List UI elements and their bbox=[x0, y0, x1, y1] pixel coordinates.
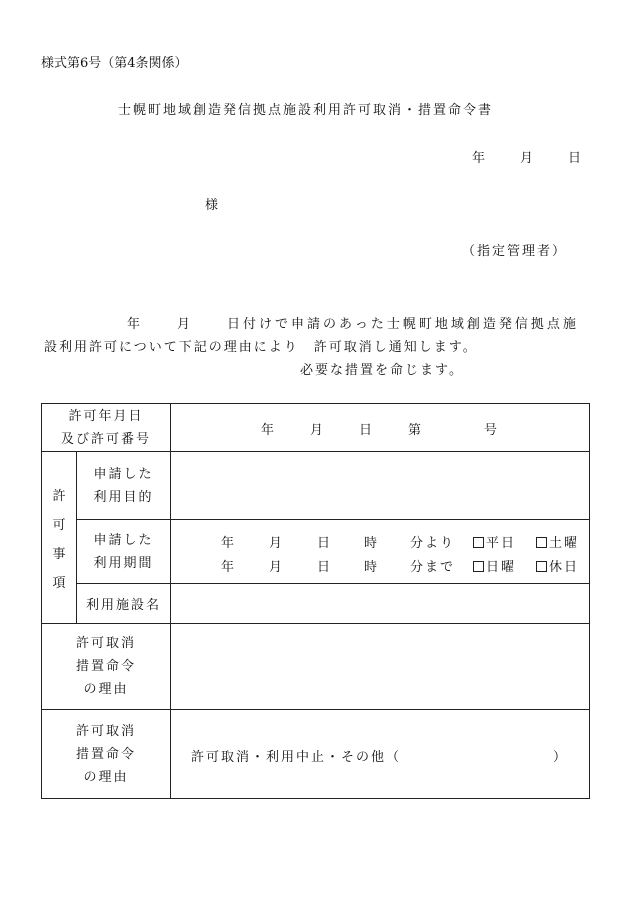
body-line3: 必要な措置を命じます。 bbox=[300, 363, 464, 378]
reason1-row bbox=[42, 624, 590, 710]
permit-no: 第 bbox=[408, 422, 422, 438]
permit-items-char-2: 可 bbox=[52, 517, 66, 533]
reason2-label bbox=[42, 710, 171, 799]
period-label-1: 申請した bbox=[93, 532, 154, 548]
permit-day: 日 bbox=[359, 422, 373, 438]
body-line2: 設利用許可について下記の理由により 許可取消し通知します。 bbox=[44, 340, 478, 355]
body-year: 年 bbox=[127, 317, 141, 332]
body-line1-rest: 日付けで申請のあった士幌町地域創造発信拠点施 bbox=[227, 317, 579, 332]
sunday-label: 日曜 bbox=[486, 560, 517, 575]
sunday-checkbox[interactable] bbox=[473, 561, 484, 572]
saturday-label: 土曜 bbox=[549, 536, 580, 551]
date-month: 月 bbox=[520, 151, 534, 166]
period-value[interactable] bbox=[171, 520, 590, 584]
period-to-opt1[interactable] bbox=[473, 556, 516, 575]
period-to-hour: 時 bbox=[364, 560, 378, 575]
period-from-day: 日 bbox=[317, 536, 331, 551]
issuer-label: （指定管理者） bbox=[462, 244, 568, 259]
period-to-month: 月 bbox=[269, 560, 283, 575]
permit-date-label-2: 及び許可番号 bbox=[61, 431, 152, 447]
reason2-label-3: の理由 bbox=[83, 769, 129, 785]
period-row bbox=[42, 520, 590, 584]
weekday-label: 平日 bbox=[486, 536, 517, 551]
period-to-opt2[interactable] bbox=[536, 556, 579, 575]
saturday-checkbox[interactable] bbox=[536, 537, 547, 548]
permit-date-label bbox=[42, 404, 171, 452]
purpose-label bbox=[77, 452, 171, 520]
measures-value[interactable] bbox=[171, 710, 590, 799]
purpose-value[interactable] bbox=[171, 452, 590, 520]
permit-items-char-1: 許 bbox=[52, 488, 66, 504]
holiday-label: 休日 bbox=[549, 560, 580, 575]
measures-close: ） bbox=[553, 750, 567, 765]
facility-label: 利用施設名 bbox=[77, 584, 171, 624]
period-from-month: 月 bbox=[269, 536, 283, 551]
period-to-day: 日 bbox=[317, 560, 331, 575]
period-label bbox=[77, 520, 171, 584]
period-from-opt1[interactable] bbox=[473, 532, 516, 551]
purpose-row bbox=[42, 452, 590, 520]
period-from-opt2[interactable] bbox=[536, 532, 579, 551]
weekday-checkbox[interactable] bbox=[473, 537, 484, 548]
holiday-checkbox[interactable] bbox=[536, 561, 547, 572]
permit-items-char-3: 事 bbox=[52, 546, 66, 562]
reason1-value[interactable] bbox=[171, 624, 590, 710]
period-label-2: 利用期間 bbox=[93, 555, 154, 571]
date-year: 年 bbox=[472, 151, 486, 166]
addressee-suffix: 様 bbox=[205, 198, 219, 213]
facility-value[interactable] bbox=[171, 584, 590, 624]
reason1-label-3: の理由 bbox=[83, 682, 129, 697]
permit-items-label bbox=[42, 452, 77, 624]
permit-items-char-4: 項 bbox=[52, 575, 66, 591]
reason2-label-2: 措置命令 bbox=[76, 746, 137, 762]
reason2-label-1: 許可取消 bbox=[76, 723, 137, 739]
measures-text: 許可取消・利用中止・その他（ bbox=[191, 750, 402, 765]
form-number: 様式第6号（第4条関係） bbox=[41, 56, 188, 71]
permit-date-label-1: 許可年月日 bbox=[68, 408, 144, 424]
reason2-row bbox=[42, 710, 590, 799]
permit-number-line bbox=[171, 417, 589, 439]
purpose-label-1: 申請した bbox=[93, 466, 154, 482]
body-month: 月 bbox=[177, 317, 191, 332]
permit-go: 号 bbox=[484, 422, 498, 438]
period-from-hour: 時 bbox=[364, 536, 378, 551]
purpose-label-2: 利用目的 bbox=[93, 489, 154, 505]
date-day: 日 bbox=[568, 151, 582, 166]
permit-month: 月 bbox=[310, 422, 324, 438]
period-from-year: 年 bbox=[221, 536, 235, 551]
permit-date-value[interactable] bbox=[171, 404, 590, 452]
permit-table bbox=[41, 403, 590, 799]
reason1-label-2: 措置命令 bbox=[76, 659, 137, 674]
permit-year: 年 bbox=[261, 422, 275, 438]
facility-row bbox=[42, 584, 590, 624]
reason1-label-1: 許可取消 bbox=[76, 636, 137, 651]
reason1-label bbox=[42, 624, 171, 710]
document-title: 士幌町地域創造発信拠点施設利用許可取消・措置命令書 bbox=[118, 103, 494, 118]
permit-date-row bbox=[42, 404, 590, 452]
period-to-minute: 分まで bbox=[410, 560, 456, 575]
period-from-minute: 分より bbox=[410, 536, 456, 551]
period-to-year: 年 bbox=[221, 560, 235, 575]
